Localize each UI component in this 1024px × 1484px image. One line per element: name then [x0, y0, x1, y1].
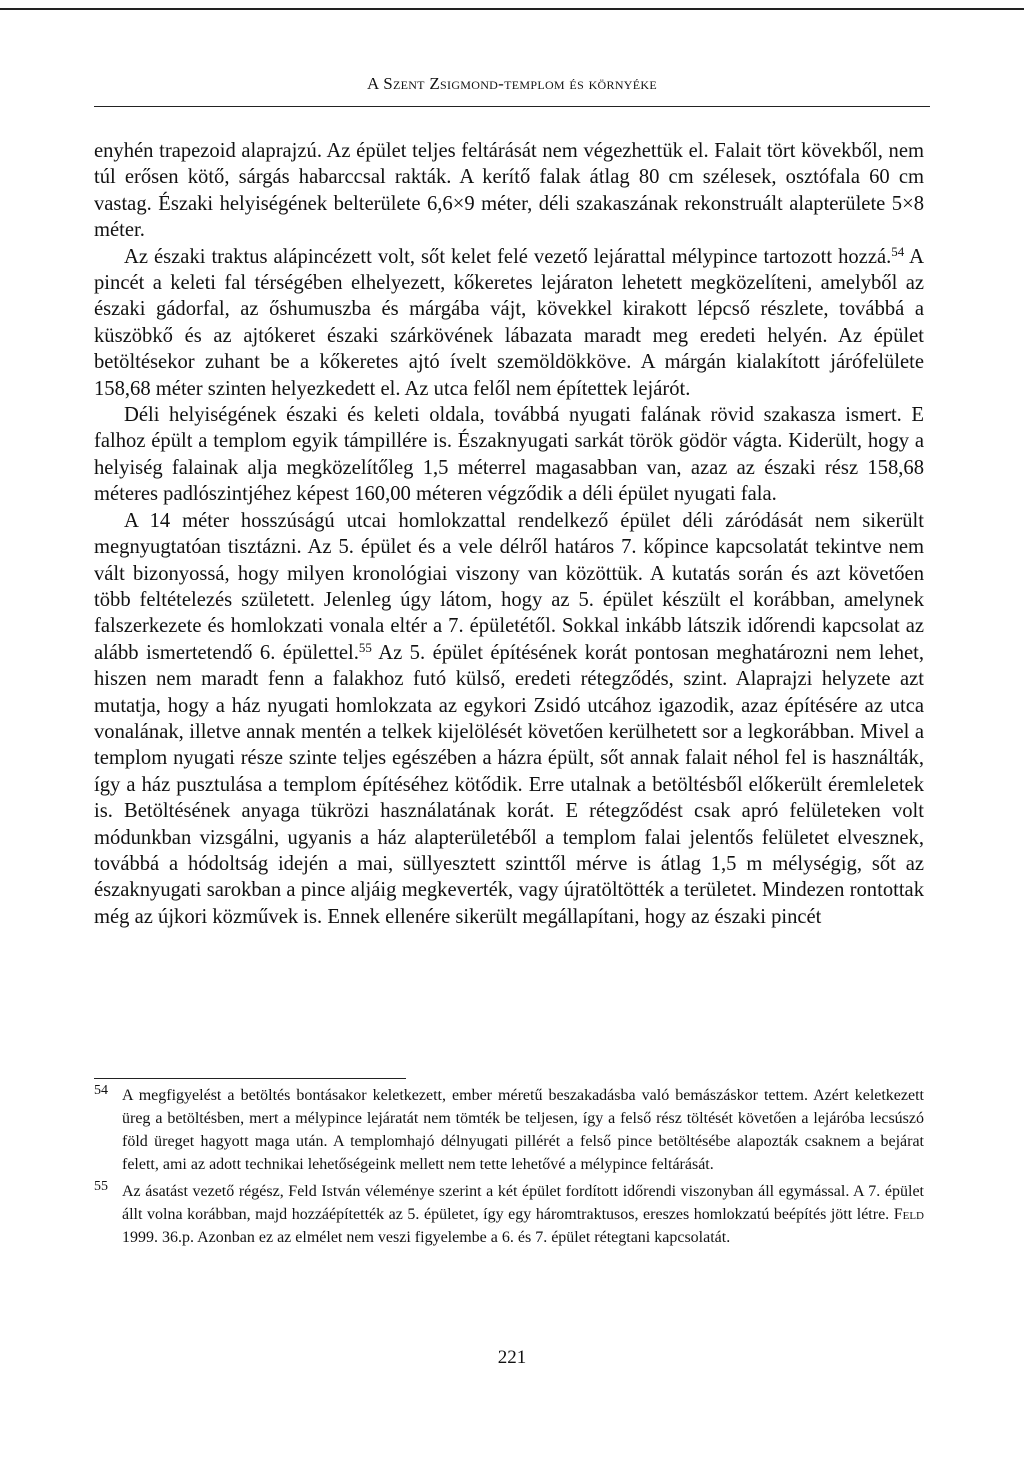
footnote-54-number: 54: [94, 1083, 108, 1098]
paragraph-2-text-b: A pincét a keleti fal térségében elhelyezett, kőkeretes lejáraton lehetett megközelíteni, amelyből az északi gádorfal, az őshumuszba és márgába vájt, kövekkel kirakott lépcső részlete, továbbá a küszöbkő és az ajtókeret északi szárkövének lábazata maradt meg eredeti helyén. Az épület betöltésekor zuhant be a kőkeretes ajtó ívelt szemöldökköve. A márgán kialakított járófelülete 158,68 méter szinten helyezkedett el. Az utca felől nem építettek lejárót.: [94, 245, 925, 400]
footnote-55-author: Feld: [893, 1206, 924, 1223]
paragraph-2: [94, 244, 924, 402]
running-header-prefix: A: [367, 74, 384, 93]
footnote-separator: [94, 1078, 406, 1079]
paragraph-3: Déli helyiségének északi és keleti oldala, továbbá nyugati falának rövid szakasza ismert. E falhoz épült a templom egyik támpillére is. Északnyugati sarkát török gödör vágta. Kiderült, hogy a helyiség falainak alja megközelítőleg 1,5 méterrel magasabban van, azaz az északi rész 158,68 méteres padlószintjéhez képest 160,00 méteren végződik a déli épület nyugati fala.: [94, 404, 924, 506]
footnote-54: [94, 1084, 924, 1176]
running-header-title: Szent Zsigmond-templom és környéke: [383, 74, 657, 93]
footnotes: [94, 1084, 924, 1253]
running-header: [94, 74, 930, 94]
paragraph-4: [94, 508, 924, 931]
footnote-55-text-a: Az ásatást vezető régész, Feld István véleménye szerint a két épület fordított időrendi viszonyban áll egymással. A 7. épület állt volna korábban, majd hozzáépítették az 5. épületet, így egy háromtraktusos, ereszes homlokzatú beépítés jött létre.: [122, 1183, 924, 1223]
paragraph-2-text-a: Az északi traktus alápincézett volt, sőt kelet felé vezető lejárattal mélypince tartozott hozzá.: [124, 245, 892, 268]
footnote-55-text-b: 1999. 36.p. Azonban ez az elmélet nem veszi figyelembe a 6. és 7. épület rétegtani kapcsolatát.: [122, 1229, 731, 1246]
paragraph-4-text-a: A 14 méter hosszúságú utcai homlokzattal rendelkező épület déli záródását nem sikerült megnyugtatóan tisztázni. Az 5. épület és a vele délről határos 7. kőpince kapcsolatát tekintve nem vált bizonyossá, hogy milyen kronológiai viszony van közöttük. A kutatás során és azt követően több feltételezés született. Jelenleg úgy látom, hogy az 5. épület készült el korábban, amelynek falszerkezete és homlokzati vonala eltér a 7. épületétől. Sokkal inkább látszik időrendi kapcsolat az alább ismertetendő 6. épülettel.: [94, 509, 924, 664]
top-border-rule: [0, 8, 1024, 10]
main-text: [94, 138, 924, 930]
paragraph-1: enyhén trapezoid alaprajzú. Az épület teljes feltárását nem végezhettük el. Falait tört kövekből, nem túl erősen kötő, sárgás habarccsal rakták. A kerítő falak átlag 80 cm szélesek, osztófala 60 cm vastag. Északi helyiségének belterülete 6,6×9 méter, déli szakaszának rekonstruált alapterülete 5×8 méter.: [94, 140, 924, 242]
paragraph-4-text-b: Az 5. épület építésének korát pontosan meghatározni nem lehet, hiszen nem maradt fenn a falakhoz futó külső, eredeti rétegződés, szint. Alaprajzi helyzete azt mutatja, hogy a ház nyugati homlokzata az egykori Zsidó utcához igazodik, azaz építésére az utca vonalának, illetve annak mentén a telkek kijelölését követően kerülhetett sor a legkorábban. Mivel a templom nyugati része szinte teljes egészében a házra épült, sőt annak falait néhol fel is használták, így a ház pusztulása a templom építéséhez kötődik. Erre utalnak a betöltésből előkerült éremleletek is. Betöltésének anyaga tükrözi használatának korát. E rétegződést csak apró felületeken volt módunkban vizsgálni, ugyanis a ház alapterületéből a templom falai jelentős felületet elvesznek, továbbá a hódoltság idején a mai, süllyesztett szinttől mérve is átlag 1,5 m mélységig, sőt az északnyugati sarokban a pince aljáig megkeverték, vagy újratöltötték a területet. Mindezen rontottak még az újkori közművek is. Ennek ellenére sikerült megállapítani, hogy az északi pincét: [94, 641, 925, 928]
header-rule: [94, 106, 930, 107]
footnote-54-text: A megfigyelést a betöltés bontásakor keletkezett, ember méretű beszakadásba való bemászáskor tettem. Azért keletkezett üreg a betöltésben, mert a mélypince lejáratát nem tömték be teljesen, így a felső rész töltését követően a lejáróba lecsúszó föld üreget hagyott maga után. A templomhajó délnyugati pillérét a felső pince betöltésébe alapozták csaknem a bejárat felett, ami az adott technikai lehetőségeink mellett nem tette lehetővé a mélypince feltárását.: [122, 1087, 924, 1173]
footnote-55: [94, 1180, 924, 1249]
page-number: 221: [497, 1347, 527, 1368]
footnote-55-number: 55: [94, 1179, 108, 1194]
footnote-ref-55[interactable]: 55: [358, 639, 372, 655]
footnote-ref-54[interactable]: 54: [891, 243, 905, 259]
